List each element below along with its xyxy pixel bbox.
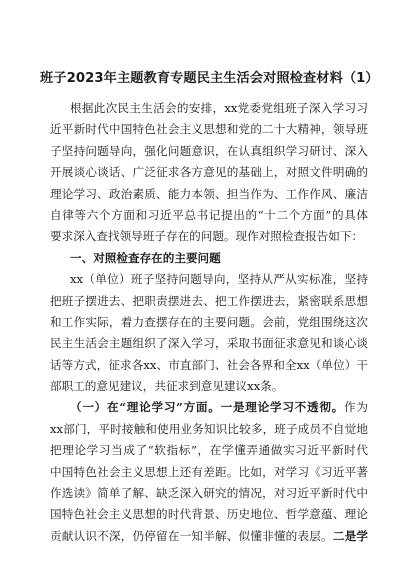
- paragraph-line: 和工作实际，着力查摆存在的主要问题。会前，党组围绕这次: [50, 314, 368, 329]
- paragraph-line: 要求深入查找领导班子存在的问题。现作对照检查报告如下：: [50, 229, 364, 244]
- subsection-heading: （一）在“理论学习”方面。一是理论学习不透彻。: [70, 400, 345, 415]
- document-title: 班子2023年主题教育专题民主生活会对照检查材料（1）: [40, 71, 379, 86]
- paragraph-line: 近平新时代中国特色社会主义思想和党的二十大精神，领导班: [50, 122, 368, 137]
- paragraph-line: 中国特色社会主义思想上还有差距。比如，对学习《习近平著: [50, 464, 368, 479]
- paragraph-line: 部职工的意见建议，共征求到意见建议xx条。: [50, 379, 284, 394]
- paragraph-line: 把理论学习当成了“软指标”，在学懂弄通做实习近平新时代: [50, 443, 368, 458]
- paragraph-line: 话等方式，征求各xx、市直部门、社会各界和全xx（单位）干: [50, 357, 368, 372]
- paragraph-line: [50, 397, 368, 418]
- paragraph-line: xx部门，平时接触和使用业务知识比较多，班子成员不自觉地: [50, 421, 368, 436]
- inline-bold-text: 二是学: [332, 528, 368, 543]
- inline-text: 作为: [344, 400, 368, 415]
- paragraph-line: 自律等六个方面和习近平总书记提出的“十二个方面”的具体: [50, 207, 368, 222]
- paragraph-line: 开展谈心谈话、广泛征求各方意见的基础上，对照文件明确的: [50, 165, 368, 180]
- paragraph-line: 把班子摆进去、把职责摆进去、把工作摆进去，紧密联系思想: [50, 293, 368, 308]
- paragraph-line: 作选读》简单了解、缺乏深入研究的情况，对习近平新时代中: [50, 486, 368, 501]
- paragraph-line: 理论学习、政治素质、能力本领、担当作为、工作作风、廉洁: [50, 186, 368, 201]
- section-heading: 一、对照检查存在的主要问题: [70, 250, 221, 265]
- paragraph-line: 根据此次民主生活会的安排，xx党委党组班子深入学习习: [70, 101, 368, 115]
- paragraph-line: xx（单位）班子坚持问题导向，坚持从严从实标准，坚持: [70, 272, 368, 287]
- paragraph-line: 国特色社会主义思想的时代背景、历史地位、哲学意蕴、理论: [50, 507, 368, 522]
- inline-text: 贡献认识不深，仍停留在一知半解、似懂非懂的表层。: [50, 528, 333, 543]
- paragraph-line: 民主生活会主题组织了深入学习，采取书面征求意见和谈心谈: [50, 336, 368, 351]
- paragraph-line: [50, 526, 368, 547]
- document-body: [50, 98, 368, 547]
- paragraph-line: 子坚持问题导向，强化问题意识，在认真组织学习研讨、深入: [50, 143, 368, 158]
